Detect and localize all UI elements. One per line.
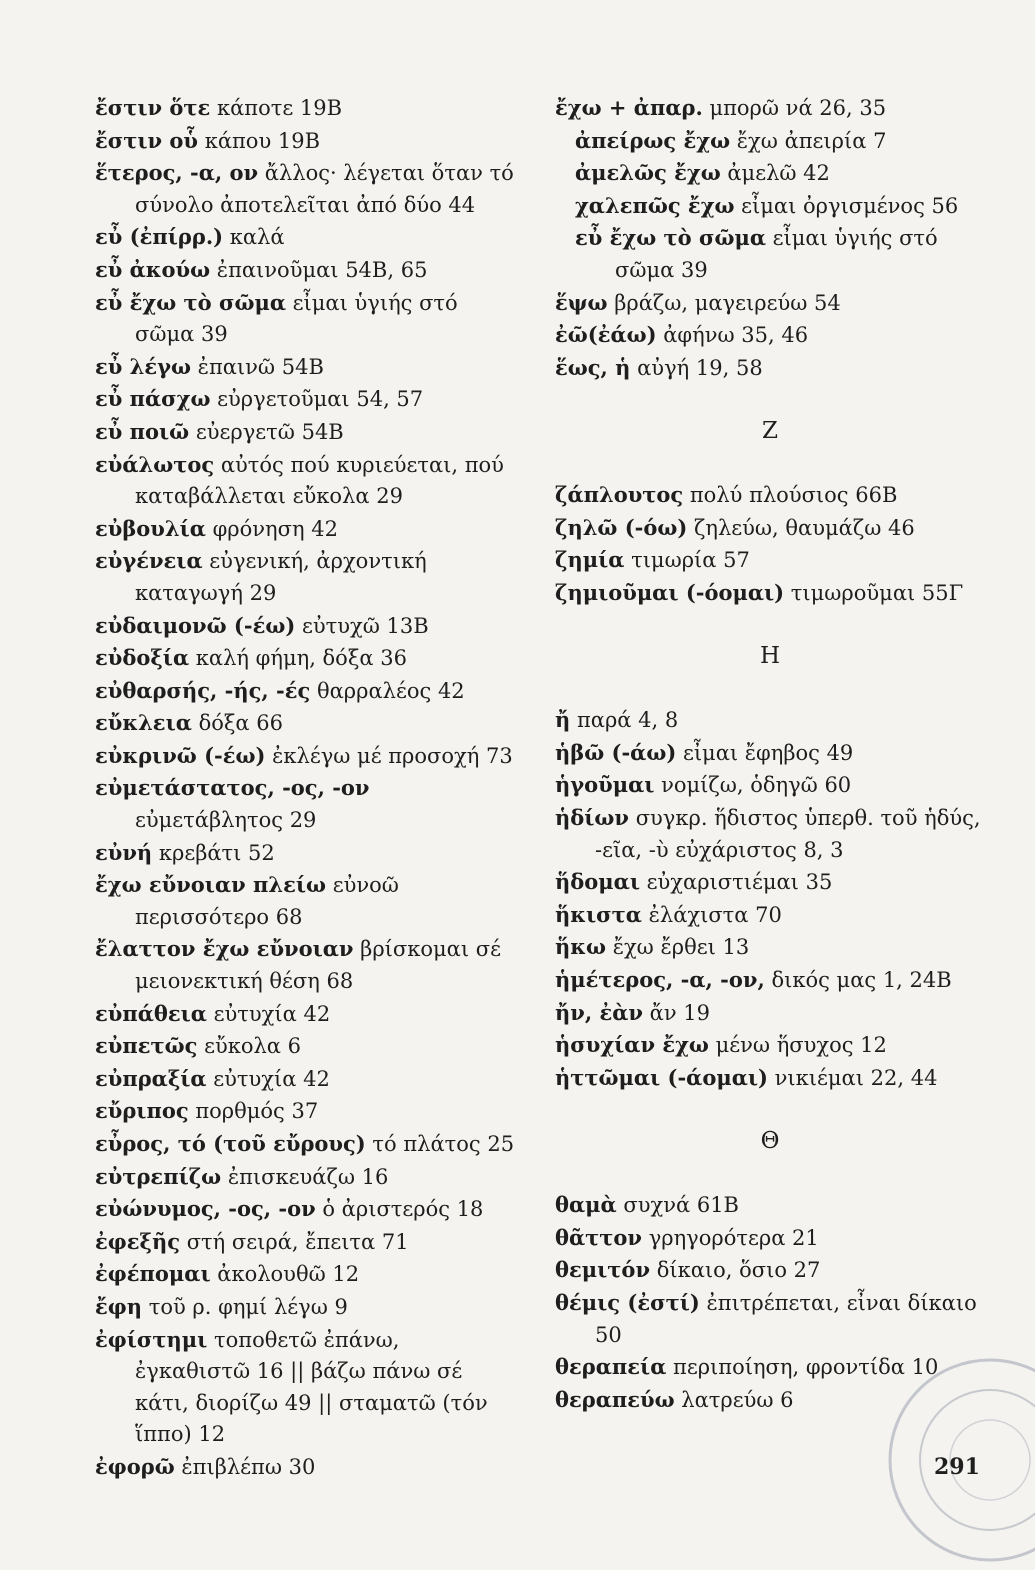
index-entry: ἥκιστα ἐλάχιστα 70: [555, 901, 782, 927]
index-entry: εὖ ποιῶ εὐεργετῶ 54Β: [95, 418, 344, 444]
index-entry: θεραπεία περιποίηση, φροντίδα 10: [555, 1354, 939, 1380]
index-entry: ἔχω εὔνοιαν πλείω εὐνοῶ περισσότερο 68: [95, 872, 399, 929]
index-entry: θᾶττον γρηγορότερα 21: [555, 1224, 819, 1250]
index-entry: εὖρος, τό (τοῦ εὔρους) τό πλάτος 25: [95, 1131, 515, 1156]
index-entry: ἐφορῶ ἐπιβλέπω 30: [95, 1453, 316, 1479]
index-entry: ζημιοῦμαι (-όομαι) τιμωροῦμαι 55Γ: [555, 579, 964, 605]
index-subentry: εὖ ἔχω τὸ σῶμα εἶμαι ὑγιής στό σῶμα 39: [575, 225, 938, 282]
index-entry: ἔστιν οὗ κάπου 19Β: [95, 127, 321, 153]
index-entry: ζημία τιμωρία 57: [555, 547, 750, 573]
index-entry: ἔφη τοῦ ρ. φημί λέγω 9: [95, 1293, 348, 1319]
index-entry: ἐφίστημι τοποθετῶ ἐπάνω, ἐγκαθιστῶ 16 || βάζω πάνω σέ κάτι, διορίζω 49 || σταματῶ (τόν ἵππο) 12: [95, 1326, 488, 1447]
index-entry: ζάπλουτος πολύ πλούσιος 66Β: [555, 482, 898, 508]
index-entry: ζηλῶ (-όω) ζηλεύω, θαυμάζω 46: [555, 514, 915, 540]
index-entry: εὐγένεια εὐγενική, ἀρχοντική καταγωγή 29: [95, 548, 427, 605]
index-entry: θεμιτόν δίκαιο, ὅσιο 27: [555, 1257, 821, 1283]
index-entry: θέμις (ἐστί) ἐπιτρέπεται, εἶναι δίκαιο 50: [555, 1289, 977, 1347]
index-subentry: ἀμελῶς ἔχω ἀμελῶ 42: [575, 160, 830, 186]
index-subentry: ἀπείρως ἔχω ἔχω ἀπειρία 7: [575, 127, 887, 153]
index-entry: εὐπραξία εὐτυχία 42: [95, 1065, 330, 1091]
index-entry: ἡδίων συγκρ. ἥδιστος ὑπερθ. τοῦ ἡδύς, -εῖα, -ὺ εὐχάριστος 8, 3: [555, 805, 981, 862]
index-entry: ἤν, ἐὰν ἄν 19: [555, 999, 710, 1025]
section-letter-theta: Θ: [760, 1128, 780, 1154]
index-entry: θεραπεύω λατρεύω 6: [555, 1386, 794, 1412]
section-letter-eta: H: [759, 643, 781, 670]
index-entry: εὐώνυμος, -ος, -ον ὁ ἀριστερός 18: [95, 1196, 484, 1222]
index-entry: ἔστιν ὅτε κάποτε 19Β: [95, 95, 343, 120]
index-entry: εὔκλεια δόξα 66: [95, 710, 283, 736]
index-entry: εὖ (ἐπίρρ.) καλά: [95, 224, 285, 250]
index-entry: ἕψω βράζω, μαγειρεύω 54: [555, 289, 841, 315]
index-entry: εὐπετῶς εὔκολα 6: [95, 1033, 302, 1059]
index-entry: εὐνή κρεβάτι 52: [95, 839, 275, 865]
page-number: 291: [934, 1454, 980, 1480]
index-entry: ἐῶ(ἐάω) ἀφήνω 35, 46: [555, 322, 809, 348]
index-entry: εὐθαρσής, -ής, -ές θαρραλέος 42: [95, 677, 465, 703]
index-entry: εὖ ἀκούω ἐπαινοῦμαι 54Β, 65: [95, 256, 428, 282]
index-entry: ἔχω + ἀπαρ. μπορῶ νά 26, 35: [555, 95, 887, 120]
index-entry: ἤ παρά 4, 8: [555, 707, 679, 733]
index-column-left: [95, 92, 520, 1484]
index-entry: ἥδομαι εὐχαριστιέμαι 35: [555, 869, 833, 895]
index-entry: ἥκω ἔχω ἔρθει 13: [555, 934, 750, 960]
index-entry: ἐφέπομαι ἀκολουθῶ 12: [95, 1261, 360, 1287]
index-entry: ἡμέτερος, -α, -ον, δικός μας 1, 24Β: [555, 967, 952, 993]
index-subentry: χαλεπῶς ἔχω εἶμαι ὀργισμένος 56: [575, 192, 959, 218]
index-entry: ἡττῶμαι (-άομαι) νικιέμαι 22, 44: [555, 1064, 938, 1090]
index-entry: εὐμετάστατος, -ος, -ον εὐμετάβλητος 29: [95, 775, 370, 833]
index-entry: εὔριπος πορθμός 37: [95, 1098, 319, 1124]
index-entry: θαμὰ συχνά 61Β: [555, 1192, 739, 1218]
index-entry: εὐτρεπίζω ἐπισκευάζω 16: [95, 1163, 389, 1189]
index-entry: ἡγοῦμαι νομίζω, ὁδηγῶ 60: [555, 772, 852, 798]
index-entry: εὐπάθεια εὐτυχία 42: [95, 1000, 331, 1026]
index-entry: εὐδαιμονῶ (-έω) εὐτυχῶ 13Β: [95, 612, 429, 638]
index-entry: εὖ λέγω ἐπαινῶ 54Β: [95, 353, 324, 379]
index-column-right: [555, 92, 985, 1416]
index-entry: ἡβῶ (-άω) εἶμαι ἔφηβος 49: [555, 739, 854, 765]
index-entry: ἐφεξῆς στή σειρά, ἔπειτα 71: [95, 1228, 409, 1254]
index-entry: ἔλαττον ἔχω εὔνοιαν βρίσκομαι σέ μειονεκτική θέση 68: [95, 936, 501, 994]
index-entry: εὐβουλία φρόνηση 42: [95, 515, 338, 541]
index-entry: ἕως, ἡ αὐγή 19, 58: [555, 354, 763, 380]
index-entry: εὖ ἔχω τὸ σῶμα εἶμαι ὑγιής στό σῶμα 39: [95, 289, 458, 347]
index-entry: ἕτερος, -α, ον ἄλλος· λέγεται ὅταν τό σύνολο ἀποτελεῖται ἀπό δύο 44: [95, 160, 514, 217]
index-entry: ἡσυχίαν ἔχω μένω ἥσυχος 12: [555, 1032, 887, 1058]
index-entry: εὐδοξία καλή φήμη, δόξα 36: [95, 645, 407, 671]
index-entry: εὐκρινῶ (-έω) ἐκλέγω μέ προσοχή 73: [95, 742, 513, 768]
section-letter-zeta: Z: [762, 417, 778, 444]
index-entry: εὐάλωτος αὐτός πού κυριεύεται, πού καταβάλλεται εὔκολα 29: [95, 451, 504, 509]
index-entry: εὖ πάσχω εὐργετοῦμαι 54, 57: [95, 386, 424, 412]
